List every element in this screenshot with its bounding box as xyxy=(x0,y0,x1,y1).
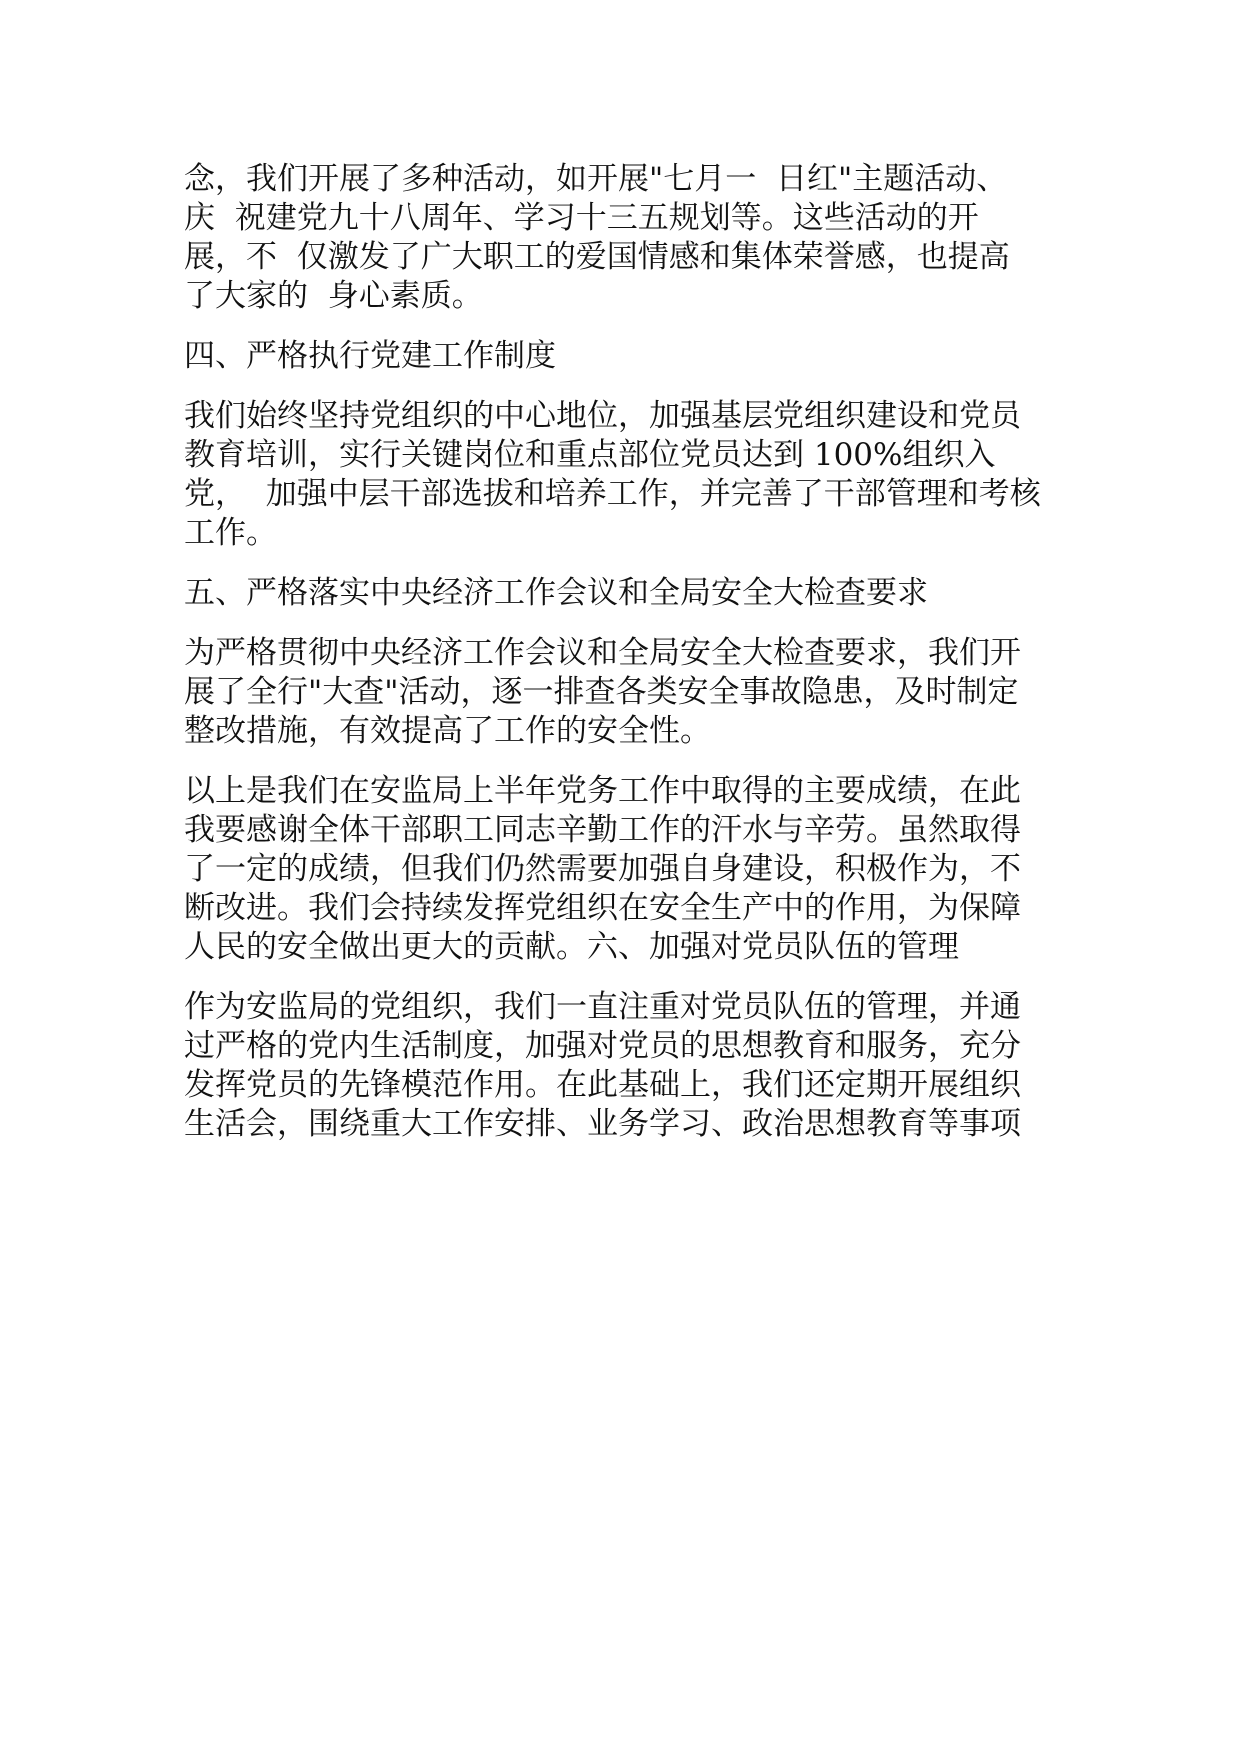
paragraph-summary xyxy=(184,772,1074,967)
paragraph-safety-inspection xyxy=(184,634,1074,751)
text-line: 以上是我们在安监局上半年党务工作中取得的主要成绩，在此 xyxy=(184,773,1021,809)
text-line: 党， 加强中层干部选拔和培养工作，并完善了干部管理和考核 xyxy=(184,476,1041,512)
paragraph-activities xyxy=(184,160,1074,316)
text-line: 我们始终坚持党组织的中心地位，加强基层党组织建设和党员 xyxy=(184,398,1021,434)
paragraph-member-management xyxy=(184,988,1074,1144)
text-line: 我要感谢全体干部职工同志辛勤工作的汗水与辛劳。虽然取得 xyxy=(184,812,1021,848)
document-body xyxy=(184,160,1074,1165)
text-line: 教育培训，实行关键岗位和重点部位党员达到 100%组织入 xyxy=(184,437,996,473)
text-line: 念，我们开展了多种活动，如开展"七月一 日红"主题活动、 xyxy=(184,161,1008,197)
text-line: 断改进。我们会持续发挥党组织在安全生产中的作用，为保障 xyxy=(184,890,1021,926)
text-line: 展，不 仅激发了广大职工的爱国情感和集体荣誉感，也提高 xyxy=(184,239,1010,275)
text-line: 过严格的党内生活制度，加强对党员的思想教育和服务，充分 xyxy=(184,1028,1021,1064)
text-line: 生活会，围绕重大工作安排、业务学习、政治思想教育等事项 xyxy=(184,1106,1021,1142)
text-line: 了大家的 身心素质。 xyxy=(184,278,483,314)
text-line: 发挥党员的先锋模范作用。在此基础上，我们还定期开展组织 xyxy=(184,1067,1021,1103)
text-line: 工作。 xyxy=(184,515,277,551)
section-heading-five xyxy=(184,574,1074,613)
text-line: 展了全行"大查"活动，逐一排查各类安全事故隐患，及时制定 xyxy=(184,674,1019,710)
paragraph-party-building xyxy=(184,397,1074,553)
text-line: 人民的安全做出更大的贡献。六、加强对党员队伍的管理 xyxy=(184,929,959,965)
text-line: 为严格贯彻中央经济工作会议和全局安全大检查要求，我们开 xyxy=(184,635,1021,671)
section-heading-four xyxy=(184,337,1074,376)
text-line: 了一定的成绩，但我们仍然需要加强自身建设，积极作为，不 xyxy=(184,851,1021,887)
heading-text: 四、严格执行党建工作制度 xyxy=(184,338,556,374)
text-line: 整改措施，有效提高了工作的安全性。 xyxy=(184,713,711,749)
text-line: 庆 祝建党九十八周年、学习十三五规划等。这些活动的开 xyxy=(184,200,979,236)
text-line: 作为安监局的党组织，我们一直注重对党员队伍的管理，并通 xyxy=(184,989,1021,1025)
heading-text: 五、严格落实中央经济工作会议和全局安全大检查要求 xyxy=(184,575,928,611)
